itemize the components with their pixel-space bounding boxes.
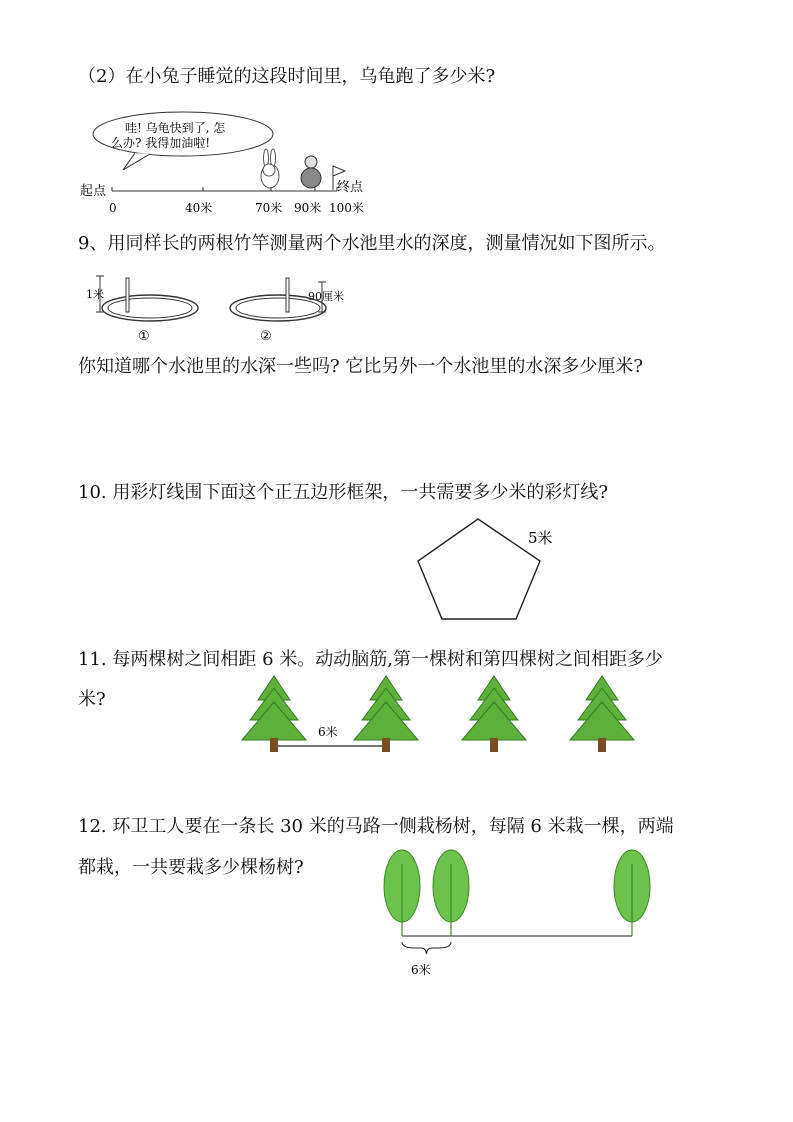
race-figure <box>75 108 375 218</box>
question-12-line-1: 12. 环卫工人要在一条长 30 米的马路一侧栽杨树，每隔 6 米栽一棵，两端 <box>78 816 674 837</box>
bubble-line-1: 哇! 乌龟快到了, 怎 <box>125 121 226 135</box>
question-11-line-2: 米? <box>78 689 106 710</box>
pool-1 <box>86 276 198 343</box>
gap-label: 6米 <box>411 963 431 977</box>
pools-figure <box>78 268 353 343</box>
pool-2-label: 90厘米 <box>308 290 344 303</box>
tick-label: 90米 <box>294 201 322 215</box>
pool-2 <box>230 278 344 343</box>
pine-tree-icon <box>242 676 306 752</box>
pine-tree-icon <box>570 676 634 752</box>
gap-label: 6米 <box>318 725 338 739</box>
question-12-line-2: 都栽，一共要栽多少棵杨树? <box>78 857 304 878</box>
trees-figure <box>238 672 640 764</box>
tick-label: 100米 <box>329 201 364 215</box>
pine-tree-icon <box>462 676 526 752</box>
pentagon-figure <box>410 515 570 625</box>
question-8-2: （2）在小兔子睡觉的这段时间里，乌龟跑了多少米? <box>78 66 496 87</box>
tick-label: 0 <box>109 201 117 215</box>
rabbit-icon <box>261 149 279 188</box>
pool-1-label: 1米 <box>86 288 104 301</box>
pentagon-side-label: 5米 <box>528 529 553 547</box>
poplar-tree-icon <box>614 850 650 936</box>
question-11-line-1: 11. 每两棵树之间相距 6 米。动动脑筋,第一棵树和第四棵树之间相距多少 <box>78 649 663 670</box>
bubble-line-2: 么办? 我得加油啦! <box>111 136 211 150</box>
tick-label: 40米 <box>185 201 213 215</box>
pool-1-num: ① <box>138 329 150 343</box>
question-9-ask: 你知道哪个水池里的水深一些吗? 它比另外一个水池里的水深多少厘米? <box>78 356 644 377</box>
pentagon-shape <box>418 519 540 619</box>
pool-2-num: ② <box>260 329 272 343</box>
question-9: 9、用同样长的两根竹竿测量两个水池里水的深度，测量情况如下图所示。 <box>78 233 666 254</box>
poplars-figure <box>375 846 665 981</box>
gap-brace <box>402 942 451 954</box>
start-label: 起点 <box>80 184 107 199</box>
pine-tree-icon <box>354 676 418 752</box>
end-label: 终点 <box>337 180 364 195</box>
tick-label: 70米 <box>255 201 283 215</box>
poplar-tree-icon <box>433 850 469 936</box>
poplar-tree-icon <box>384 850 420 936</box>
turtle-icon <box>301 156 321 188</box>
question-10: 10. 用彩灯线围下面这个正五边形框架，一共需要多少米的彩灯线? <box>78 482 608 503</box>
